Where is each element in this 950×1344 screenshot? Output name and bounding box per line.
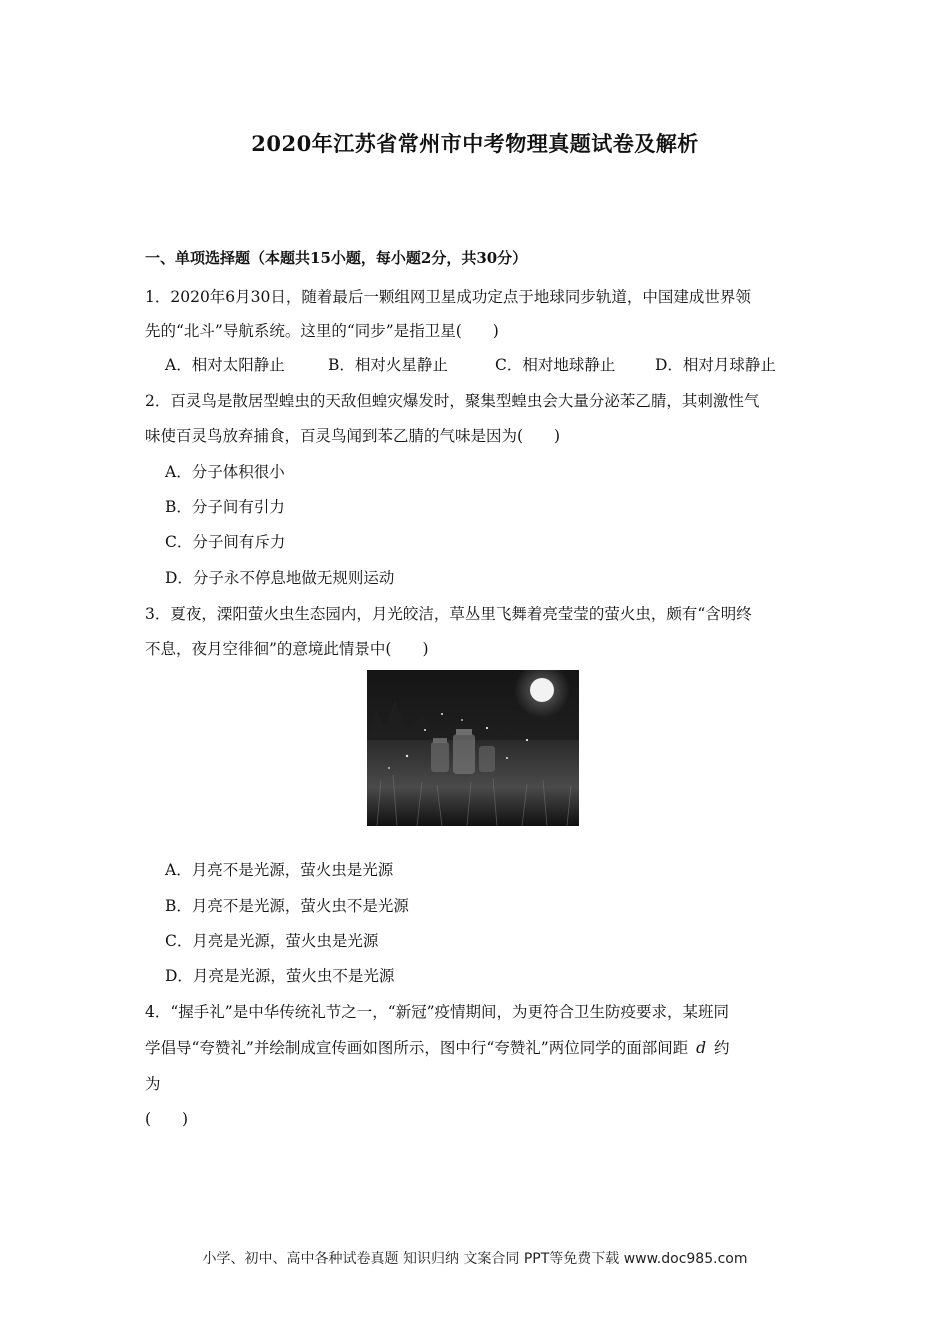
q4-stem-line-3: 为 <box>145 1075 161 1093</box>
q2-stem-line-2: 味使百灵鸟放弃捕食，百灵鸟闻到苯乙腈的气味是因为( ) <box>145 427 561 445</box>
q3-stem-line-2: 不息，夜月空徘徊”的意境此情景中( ) <box>145 640 429 658</box>
q4-stem-line-2 <box>145 1036 730 1058</box>
q1-option-c[interactable]: C．相对地球静止 <box>495 356 616 374</box>
q4-distance-variable: d <box>696 1039 707 1057</box>
q2-option-b[interactable]: B．分子间有引力 <box>165 498 285 516</box>
q4-answer-blank: ( ) <box>145 1110 189 1128</box>
section-heading: 一、单项选择题（本题共15小题，每小题2分，共30分） <box>145 249 528 267</box>
q2-option-d[interactable]: D．分子永不停息地做无规则运动 <box>165 569 395 587</box>
firefly-night-photo <box>367 670 579 826</box>
page-footer: 小学、初中、高中各种试卷真题 知识归纳 文案合同 PPT等免费下载 www.doc985.com <box>202 1251 748 1267</box>
q2-stem-line-1: 2．百灵鸟是散居型蝗虫的天敌但蝗灾爆发时，聚集型蝗虫会大量分泌苯乙腈，其刺激性气 <box>145 392 760 410</box>
q3-option-c[interactable]: C．月亮是光源，萤火虫是光源 <box>165 932 379 950</box>
q3-option-b[interactable]: B．月亮不是光源，萤火虫不是光源 <box>165 897 409 915</box>
q1-stem-line-2: 先的“北斗”导航系统。这里的“同步”是指卫星( ) <box>145 322 499 340</box>
q4-stem-line-1: 4．“握手礼”是中华传统礼节之一，“新冠”疫情期间，为更符合卫生防疫要求，某班同 <box>145 1003 730 1021</box>
q3-option-a[interactable]: A．月亮不是光源，萤火虫是光源 <box>165 861 394 879</box>
q1-option-b[interactable]: B．相对火星静止 <box>328 356 448 374</box>
q3-stem-line-1: 3．夏夜，溧阳萤火虫生态园内，月光皎洁，草丛里飞舞着亮莹莹的萤火虫，颇有“含明终 <box>145 605 752 623</box>
q4-stem-line-2-text: 学倡导“夸赞礼”并绘制成宣传画如图所示，图中行“夸赞礼”两位同学的面部间距 <box>145 1039 689 1057</box>
q2-option-a[interactable]: A．分子体积很小 <box>165 463 285 481</box>
q1-option-d[interactable]: D．相对月球静止 <box>655 356 776 374</box>
q3-option-d[interactable]: D．月亮是光源，萤火虫不是光源 <box>165 967 395 985</box>
q4-stem-line-2-end: 约 <box>714 1039 730 1057</box>
q1-option-a[interactable]: A．相对太阳静止 <box>165 356 285 374</box>
document-title: 2020年江苏省常州市中考物理真题试卷及解析 <box>251 131 699 156</box>
q1-stem-line-1: 1．2020年6月30日，随着最后一颗组网卫星成功定点于地球同步轨道，中国建成世界领 <box>145 288 751 306</box>
q2-option-c[interactable]: C．分子间有斥力 <box>165 533 286 551</box>
